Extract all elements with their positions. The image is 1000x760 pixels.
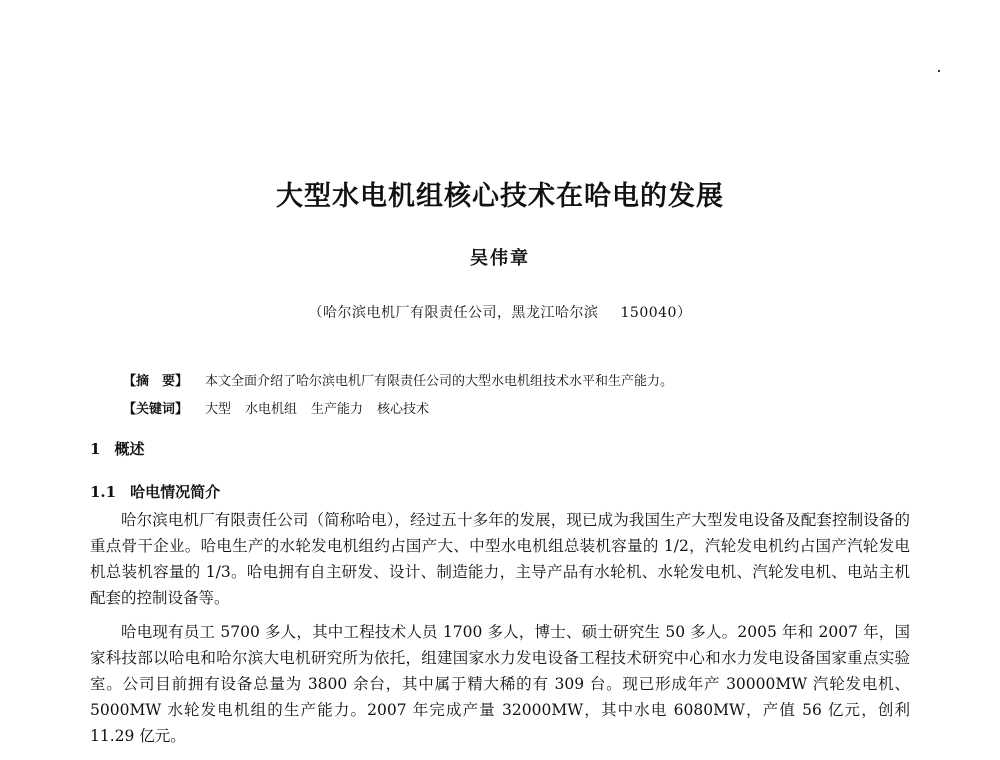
keyword-item: 核心技术 [377,402,430,417]
author-name: 吴伟章 [470,248,530,269]
paper-title: 大型水电机组核心技术在哈电的发展 [276,181,724,212]
subsection-heading [90,481,220,502]
section-title: 概述 [114,440,145,458]
abstract-text: 本文全面介绍了哈尔滨电机厂有限责任公司的大型水电机组技术水平和生产能力。 [205,374,674,389]
section-heading [90,438,144,459]
keyword-item: 生产能力 [311,402,364,417]
body-paragraph: 哈电现有员工 5700 多人，其中工程技术人员 1700 多人，博士、硕士研究生 50 多人。2005 年和 2007 年，国家科技部以哈电和哈尔滨大电机研究所为依托，组建国家水力发电设备工程技术研究中心和水力发电设备国家重点实验室。公司目前拥有设备总量为 3800 余台，其中属于精大稀的有 309 台。现已形成年产 30000MW 汽轮发电机、5000MW 水轮发电机组的生产能力。2007 年完成产量 32000MW，其中水电 6080MW，产值 56 亿元，创利 11.29 亿元。 [90,623,910,745]
body-paragraph: 哈尔滨电机厂有限责任公司（简称哈电），经过五十多年的发展，现已成为我国生产大型发电设备及配套控制设备的重点骨干企业。哈电生产的水轮发电机组约占国产大、中型水电机组总装机容量的 1/2，汽轮发电机约占国产汽轮发电机总装机容量的 1/3。哈电拥有自主研发、设计、制造能力，主导产品有水轮机、水轮发电机、汽轮发电机、电站主机配套的控制设备等。 [90,511,910,607]
keyword-item: 水电机组 [245,402,298,417]
abstract-block [123,370,673,389]
subsection-number: 1.1 [90,483,117,501]
abstract-label: 【摘 要】 [123,374,189,389]
keywords-label: 【关键词】 [123,402,189,417]
keyword-item: 大型 [205,402,232,417]
section-number: 1 [90,440,101,458]
scan-speck [938,70,940,72]
subsection-title: 哈电情况简介 [130,483,221,501]
keywords-block [123,398,443,417]
affiliation-text: （哈尔滨电机厂有限责任公司，黑龙江哈尔滨 [308,305,599,321]
affiliation [0,302,1000,322]
affiliation-postal-code: 150040） [620,305,692,321]
